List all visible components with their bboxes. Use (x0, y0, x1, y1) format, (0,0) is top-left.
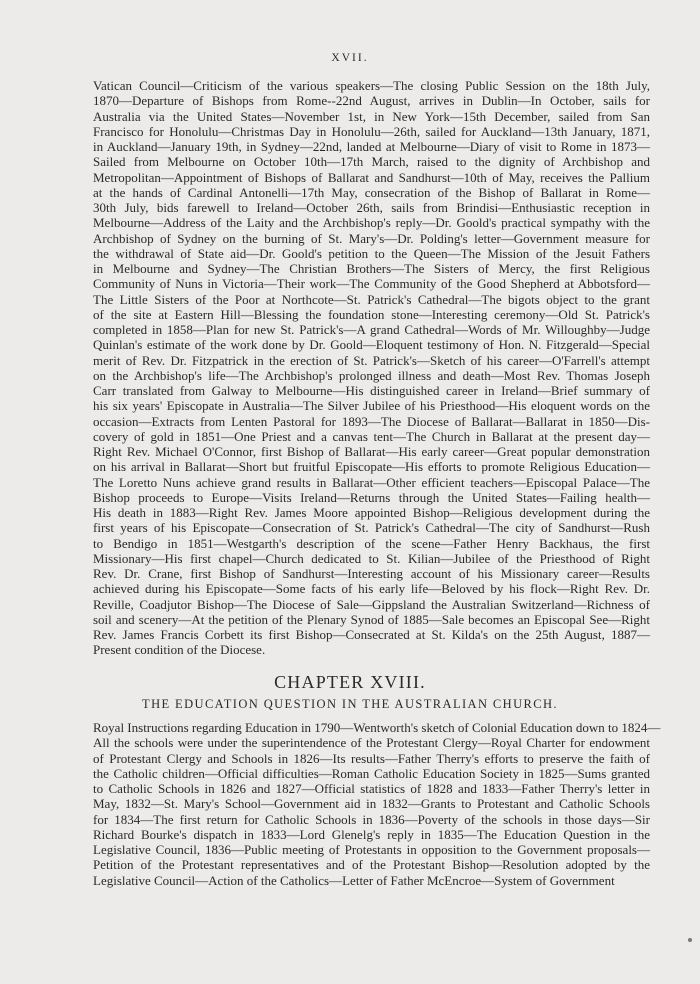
summary-line: at the hands of Cardinal Antonelli—17th May, consecration of the Bishop of Ballarat in Rome— (93, 184, 650, 200)
summary-line: in Melbourne and Sydney—The Christian Brothers—The Sisters of Mercy, the first Religious (93, 261, 650, 276)
summary-line: Right Rev. Michael O'Connor, first Bishop of Ballarat—His early career—Great popular demonstration (93, 444, 650, 459)
summary-line: Sailed from Melbourne on October 10th—17th March, raised to the dignity of Archbishop and (93, 154, 650, 170)
summary-line: completed in 1858—Plan for new St. Patrick's—A grand Cathedral—Words of Mr. Willoughby—Judge (93, 322, 650, 337)
summary-line: The Little Sisters of the Poor at Northcote—St. Patrick's Cathedral—The bigots object to the grant (93, 291, 650, 307)
chapter-summary-line: Royal Instructions regarding Education in 1790—Wentworth's sketch of Colonial Education down to 1824— (93, 720, 661, 735)
summary-line: Reville, Coadjutor Bishop—The Diocese of Sale—Gippsland the Australian Switzerland—Richness of (93, 596, 650, 612)
summary-line: occasion—Extracts from Lenten Pastoral for 1893—The Diocese of Ballarat—Ballarat in 1850—Dis- (93, 413, 650, 429)
summary-line: to Bendigo in 1851—Westgarth's description of the scene—Father Henry Backhaus, the first (93, 535, 650, 551)
summary-line: the withdrawal of State aid—Dr. Goold's petition to the Queen—The Mission of the Jesuit Fathers (93, 245, 650, 261)
summary-line: on the Archbishop's life—The Archbishop's prolonged illness and death—Most Rev. Thomas Joseph (93, 367, 650, 383)
summary-line: His death in 1883—Right Rev. James Moore appointed Bishop—Religious development during the (93, 505, 650, 520)
chapter-summary-line: for 1834—The first return for Catholic Schools in 1836—Poverty of the schools in those days—Sir (93, 811, 650, 827)
chapter-summary-line: Petition of the Protestant representatives and of the Protestant Bishop—Resolution adopted by the (93, 857, 650, 873)
summary-line: merit of Rev. Dr. Fitzpatrick in the erection of St. Patrick's—Sketch of his career—O'Farrell's attempt (93, 352, 650, 368)
chapter-summary-line: May, 1832—St. Mary's School—Government aid in 1832—Grants to Protestant and Catholic Schools (93, 796, 650, 812)
summary-line: achieved during his Episcopate—Some facts of his early life—Beloved by his flock—Right Rev. Dr. (93, 581, 650, 597)
chapter-summary-paragraph (93, 720, 661, 888)
summary-line: Community of Nuns in Victoria—Their work—The Community of the Good Shepherd at Abbotsford— (93, 276, 650, 292)
chapter-summary-line: Richard Bourke's dispatch in 1833—Lord Glenelg's reply in 1835—The Education Question in the (93, 826, 650, 842)
summary-line: Missionary—His first chapel—Church dedicated to St. Kilian—Jubilee of the Priesthood of Right (93, 550, 650, 566)
summary-line: covery of gold in 1851—One Priest and a canvas tent—The Church in Ballarat at the present day— (93, 428, 650, 444)
summary-line: soil and scenery—At the petition of the Plenary Synod of 1885—Sale becomes an Episcopal See—Right (93, 611, 650, 627)
summary-line: Rev. James Francis Corbett its first Bishop—Consecrated at St. Kilda's on the 25th August, 1887— (93, 627, 650, 642)
summary-line: 30th July, bids farewell to Ireland—October 26th, sails from Brindisi—Enthusiastic reception in (93, 200, 650, 215)
summary-line: Carr translated from Galway to Melbourne—His distinguished career in Ireland—Brief summary of (93, 383, 650, 398)
summary-line: Archbishop of Sydney on the burning of St. Mary's—Dr. Polding's letter—Government measure for (93, 230, 650, 246)
summary-line: Australia via the United States—November 1st, in New York—15th December, sailed from San (93, 108, 650, 124)
contents-summary-paragraph (93, 78, 650, 658)
summary-line: 1870—Departure of Bishops from Rome--22nd August, arrives in Dublin—In October, sails for (93, 93, 650, 109)
summary-line: Present condition of the Diocese. (93, 642, 266, 658)
chapter-summary-line: to Catholic Schools in 1826 and 1827—Official statistics of 1828 and 1833—Father Therry's letter in (93, 781, 650, 796)
summary-line: Bishop proceeds to Europe—Visits Ireland—Returns through the United States—Failing health— (93, 489, 650, 505)
page-number: XVII. (331, 52, 369, 64)
summary-line: of the site at Eastern Hill—Blessing the foundation stone—Interesting ceremony—Old St. Patrick's (93, 306, 650, 322)
summary-line: first years of his Episcopate—Consecration of St. Patrick's Cathedral—The city of Sandhurst—Rush (93, 520, 650, 536)
summary-line: on his arrival in Ballarat—Short but fruitful Episcopate—His efforts to promote Religious Education— (93, 459, 650, 475)
summary-line: his six years' Episcopate in Australia—The Silver Jubilee of his Priesthood—His eloquent words on the (93, 398, 650, 414)
summary-line: Metropolitan—Appointment of Bishops of Ballarat and Sandhurst—10th of May, receives the Pallium (93, 169, 650, 185)
summary-line: Rev. Dr. Crane, first Bishop of Sandhurst—Interesting account of his Missionary career—Results (93, 566, 650, 581)
chapter-summary-line: the Catholic children—Official difficulties—Roman Catholic Education Society in 1825—Sums granted (93, 765, 650, 781)
summary-line: Quinlan's estimate of the work done by Dr. Goold—Eloquent testimony of Hon. N. Fitzgerald—Special (93, 337, 650, 353)
summary-line: Vatican Council—Criticism of the various speakers—The closing Public Session on the 18th July, (93, 78, 650, 93)
chapter-title: CHAPTER XVIII. (274, 672, 426, 692)
summary-line: The Loretto Nuns achieve grand results in Ballarat—Other efficient teachers—Episcopal Palace—The (93, 474, 650, 490)
chapter-summary-line: Legislative Council, 1836—Public meeting of Protestants in opposition to the Government proposals— (93, 842, 650, 857)
summary-line: Melbourne—Address of the Laity and the Archbishop's reply—Dr. Goold's practical sympathy with the (93, 215, 650, 231)
chapter-summary-line: of Protestant Clergy and Schools in 1826—Its results—Father Therry's efforts to preserve the faith of (93, 750, 650, 766)
chapter-summary-line: Legislative Council—Action of the Catholics—Letter of Father McEncroe—System of Government (93, 872, 615, 888)
ink-speck (688, 938, 692, 942)
chapter-summary-line: All the schools were under the superintendence of the Protestant Clergy—Royal Charter for endowment (93, 735, 650, 751)
chapter-subtitle: THE EDUCATION QUESTION IN THE AUSTRALIAN CHURCH. (142, 697, 558, 711)
summary-line: in Auckland—January 19th, in Sydney—22nd, landed at Melbourne—Diary of visit to Rome in 1873— (93, 139, 650, 154)
summary-line: Francisco for Honolulu—Christmas Day in Honolulu—26th, sailed for Auckland—13th January, 1871, (93, 123, 650, 139)
